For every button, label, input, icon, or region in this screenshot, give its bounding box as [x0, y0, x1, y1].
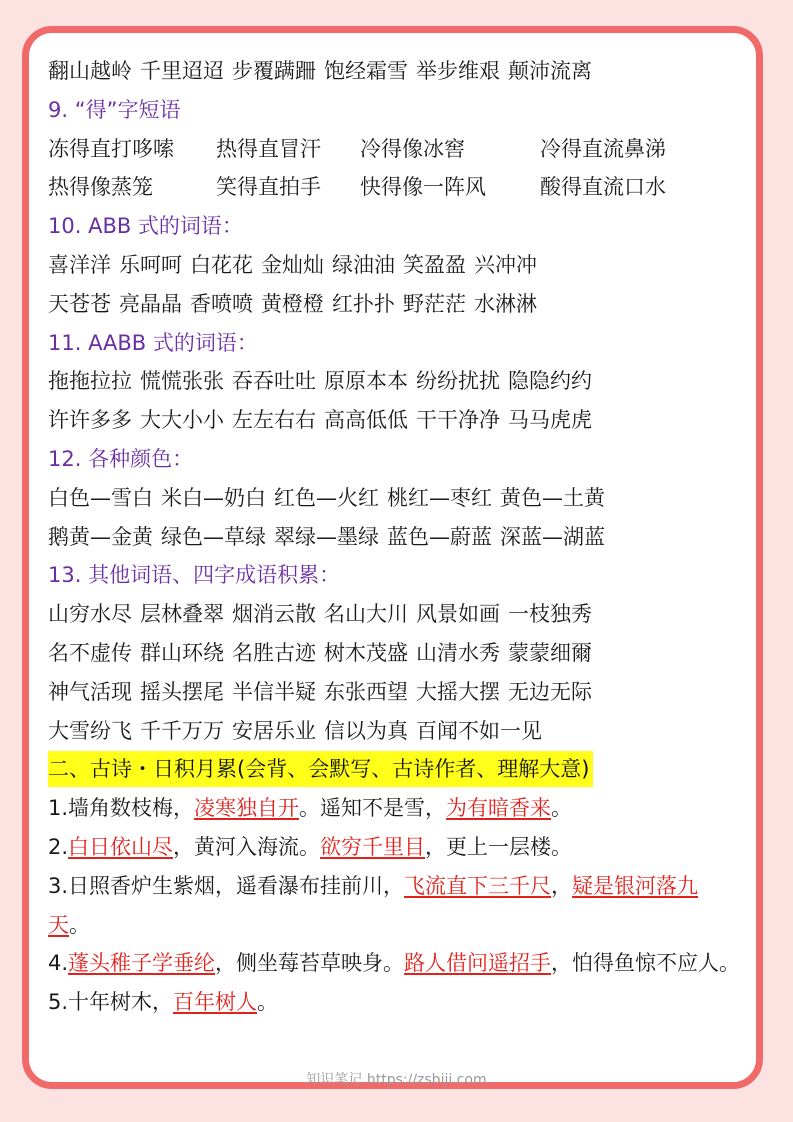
poem-text: ，侧坐莓苔草映身。	[215, 951, 405, 976]
idiom-row	[48, 673, 748, 712]
word: 笑盈盈	[403, 252, 466, 277]
poem-1	[48, 789, 748, 828]
phrase: 热得像蒸笼	[48, 175, 153, 200]
color-pair: 鹅黄—金黄	[48, 524, 153, 549]
idiom-row	[48, 712, 748, 751]
poem-answer: 凌寒独自开	[194, 796, 300, 821]
poem-text: 十年树木，	[68, 990, 174, 1015]
section-9-title: 9. “得”字短语	[48, 97, 181, 122]
poem-answer: 飞流直下三千尺	[404, 873, 552, 898]
idiom: 信以为真	[324, 718, 408, 743]
poem-text: 。	[257, 990, 279, 1015]
poem-answer: 路人借问遥招手	[404, 951, 552, 976]
idiom: 百闻不如一见	[416, 718, 542, 743]
poem-number: 3.	[48, 873, 69, 898]
word: 乐呵呵	[119, 252, 182, 277]
idiom: 名胜古迹	[232, 640, 316, 665]
phrase: 笑得直拍手	[216, 175, 321, 200]
poetry-heading-row	[48, 750, 748, 789]
poem-text: ，更上一层楼。	[425, 834, 573, 859]
poem-text: 。遥知不是雪，	[299, 796, 447, 821]
word: 水淋淋	[474, 291, 537, 316]
idiom: 无边无际	[508, 679, 592, 704]
word: 左左右右	[232, 408, 316, 433]
poem-2	[48, 828, 748, 867]
color-pair: 深蓝—湖蓝	[500, 524, 605, 549]
idiom: 名山大川	[324, 602, 408, 627]
idiom: 摇头摆尾	[140, 679, 224, 704]
idiom: 安居乐业	[232, 718, 316, 743]
color-row	[48, 518, 748, 557]
color-row	[48, 479, 748, 518]
poem-4	[48, 944, 748, 983]
idiom-row	[48, 52, 748, 91]
word: 兴冲冲	[474, 252, 537, 277]
phrase: 热得直冒汗	[216, 136, 321, 161]
color-pair: 桃红—枣红	[387, 485, 492, 510]
poem-answer: 疑是银河落九天	[48, 873, 699, 937]
idiom: 东张西望	[324, 679, 408, 704]
poem-answer: 白日依山尽	[68, 834, 174, 859]
poem-text: 。	[69, 912, 90, 937]
idiom: 蒙蒙细爾	[508, 640, 592, 665]
word: 红扑扑	[332, 291, 395, 316]
word: 金灿灿	[261, 252, 324, 277]
footer-watermark: 知识笔记 https://zsbiji.com	[306, 1072, 487, 1088]
idiom: 举步维艰	[416, 59, 500, 83]
word: 隐隐约约	[508, 369, 592, 394]
word: 马马虎虎	[508, 408, 592, 433]
aabb-row	[48, 362, 748, 401]
idiom: 风景如画	[416, 602, 500, 627]
poem-text: ，怕得鱼惊不应人。	[551, 951, 741, 976]
idiom: 烟消云散	[232, 602, 316, 627]
word: 吞吞吐吐	[232, 369, 316, 394]
word: 纷纷扰扰	[416, 369, 500, 394]
word: 绿油油	[332, 252, 395, 277]
idiom: 千千万万	[140, 718, 224, 743]
idiom: 山清水秀	[416, 640, 500, 665]
word: 原原本本	[324, 369, 408, 394]
idiom: 半信半疑	[232, 679, 316, 704]
idiom: 神气活现	[48, 679, 132, 704]
idiom: 一枝独秀	[508, 602, 592, 627]
phrase: 冻得直打哆嗦	[48, 136, 174, 161]
phrase: 冷得像冰窖	[360, 136, 465, 161]
poem-text: 。	[551, 796, 573, 821]
abb-row	[48, 285, 748, 324]
phrase: 冷得直流鼻涕	[540, 136, 666, 161]
abb-row	[48, 246, 748, 285]
idiom-row	[48, 634, 748, 673]
poem-5	[48, 983, 748, 1022]
color-pair: 黄色—土黄	[500, 485, 605, 510]
poetry-heading: 二、古诗・日积月累(会背、会默写、古诗作者、理解大意)	[48, 751, 593, 787]
poem-answer: 百年树人	[173, 990, 258, 1015]
idiom: 大雪纷飞	[48, 718, 132, 743]
de-phrase-row	[48, 168, 748, 207]
idiom: 层林叠翠	[140, 602, 224, 627]
word: 白花花	[190, 252, 253, 277]
word: 野茫茫	[403, 291, 466, 316]
poem-number: 5.	[48, 990, 69, 1015]
word: 香喷喷	[190, 291, 253, 316]
word: 大大小小	[140, 408, 224, 433]
word: 亮晶晶	[119, 291, 182, 316]
color-pair: 白色—雪白	[48, 485, 153, 510]
poem-text: 日照香炉生紫烟，遥看瀑布挂前川，	[68, 873, 405, 898]
color-pair: 绿色—草绿	[161, 524, 266, 549]
idiom: 群山环绕	[140, 640, 224, 665]
section-12-title: 12. 各种颜色：	[48, 446, 194, 471]
poem-answer: 为有暗香来	[446, 796, 552, 821]
color-pair: 红色—火红	[274, 485, 379, 510]
document-content	[48, 52, 748, 1022]
word: 黄橙橙	[261, 291, 324, 316]
idiom: 千里迢迢	[140, 59, 224, 83]
word: 高高低低	[324, 408, 408, 433]
poem-text: ，	[551, 873, 573, 898]
section-10-title: 10. ABB 式的词语：	[48, 214, 243, 239]
poem-text: 墙角数枝梅，	[68, 796, 195, 821]
idiom: 饱经霜雪	[324, 59, 408, 83]
poem-number: 1.	[48, 796, 69, 821]
word: 天苍苍	[48, 291, 111, 316]
idiom: 翻山越岭	[48, 59, 132, 83]
phrase: 酸得直流口水	[540, 175, 666, 200]
idiom: 山穷水尽	[48, 602, 132, 627]
poem-number: 4.	[48, 951, 69, 976]
word: 干干净净	[416, 408, 500, 433]
word: 慌慌张张	[140, 369, 224, 394]
word: 许许多多	[48, 408, 132, 433]
word: 拖拖拉拉	[48, 369, 132, 394]
color-pair: 蓝色—蔚蓝	[387, 524, 492, 549]
idiom: 名不虚传	[48, 640, 132, 665]
poem-number: 2.	[48, 834, 69, 859]
idiom: 颠沛流离	[508, 59, 592, 83]
idiom: 树木茂盛	[324, 640, 408, 665]
de-phrase-row	[48, 130, 748, 169]
idiom: 步覆蹒跚	[232, 59, 316, 83]
poem-text: ，黄河入海流。	[173, 834, 321, 859]
section-13-title: 13. 其他词语、四字成语积累：	[48, 563, 341, 588]
poem-3	[48, 867, 724, 945]
poem-answer: 欲穷千里目	[320, 834, 426, 859]
word: 喜洋洋	[48, 252, 111, 277]
color-pair: 米白—奶白	[161, 485, 266, 510]
section-11-title: 11. AABB 式的词语：	[48, 330, 258, 355]
aabb-row	[48, 401, 748, 440]
poem-answer: 蓬头稚子学垂纶	[68, 951, 216, 976]
idiom-row	[48, 595, 748, 634]
idiom: 大摇大摆	[416, 679, 500, 704]
phrase: 快得像一阵风	[360, 175, 486, 200]
color-pair: 翠绿—墨绿	[274, 524, 379, 549]
